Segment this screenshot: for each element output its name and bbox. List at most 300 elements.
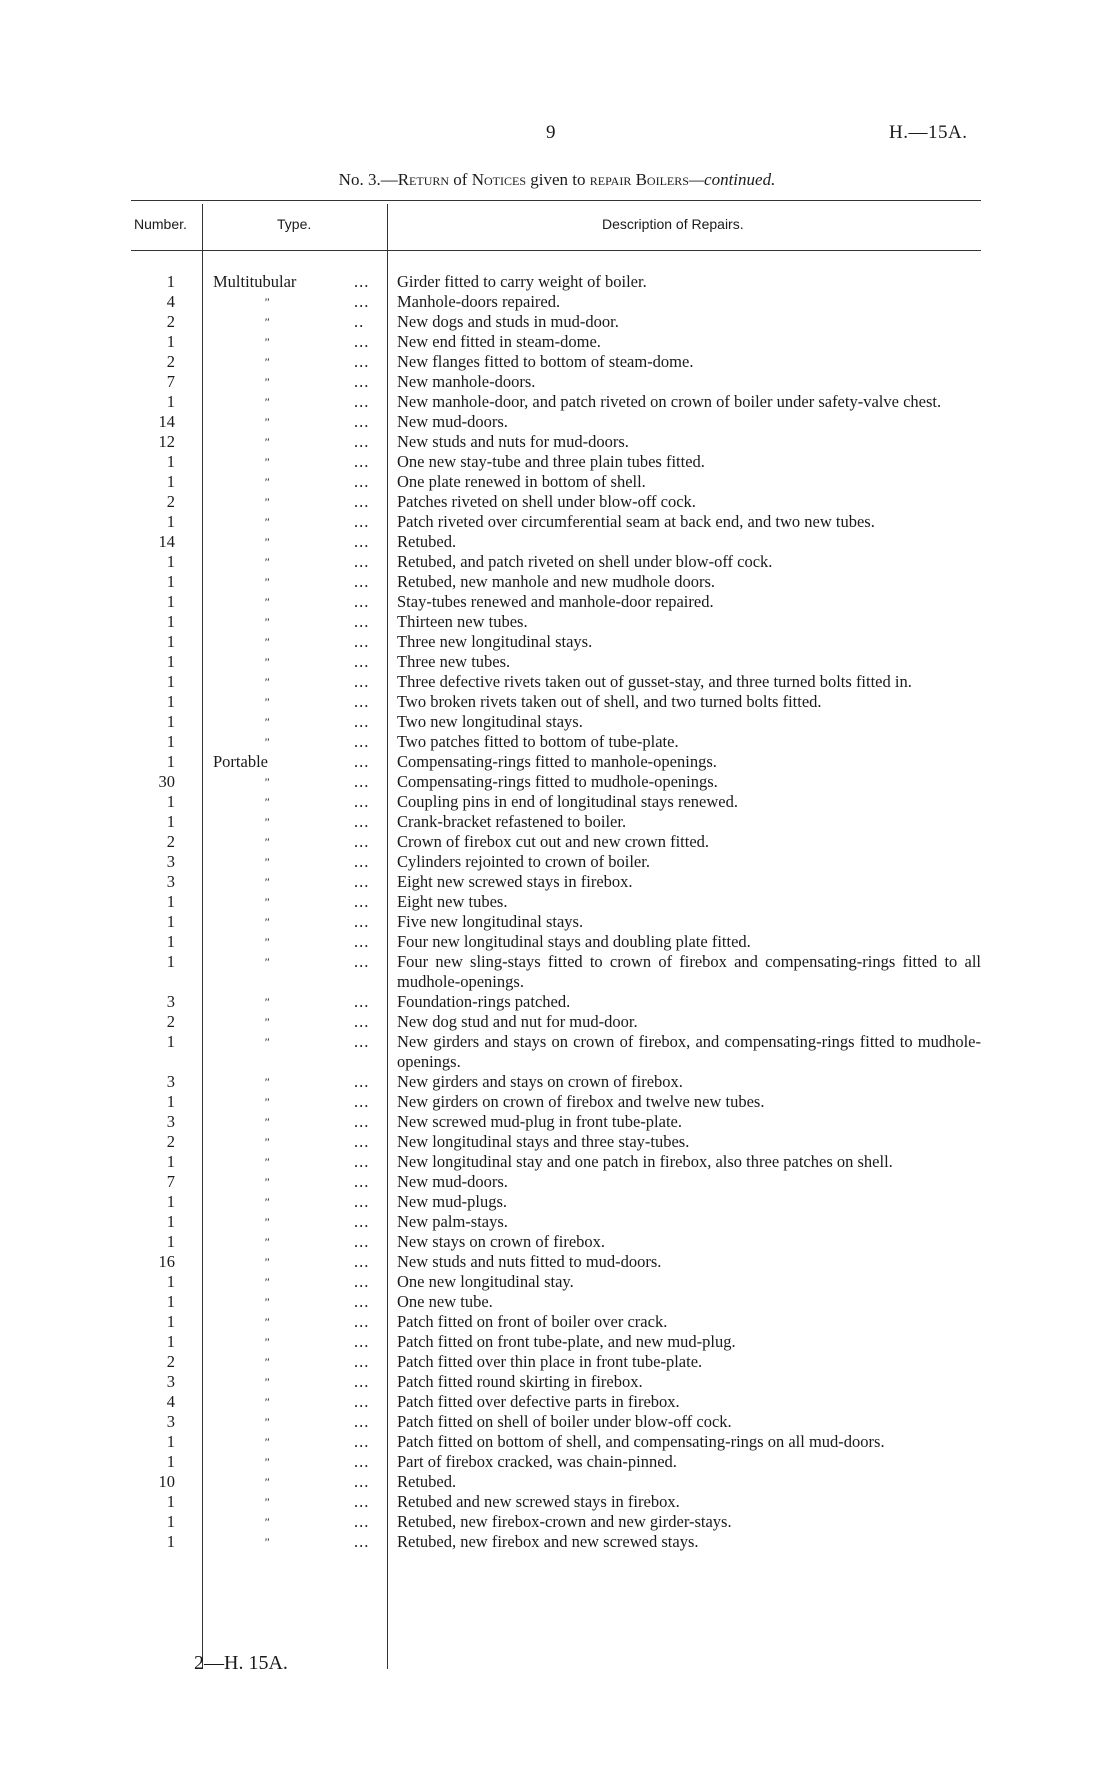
row-number: 2 xyxy=(166,1352,175,1371)
row-type-ditto: " xyxy=(264,1395,270,1409)
table-row xyxy=(131,432,1001,452)
row-type-ditto: " xyxy=(264,1495,270,1509)
row-leader-dots: ... xyxy=(354,772,370,791)
row-number: 1 xyxy=(166,1232,175,1251)
row-description: Five new longitudinal stays. xyxy=(397,912,584,931)
row-type-ditto: " xyxy=(264,375,270,389)
row-leader-dots: ... xyxy=(354,1412,370,1431)
row-number: 1 xyxy=(166,712,175,731)
table-top-rule xyxy=(131,200,981,201)
row-description: Three new longitudinal stays. xyxy=(397,632,593,651)
row-leader-dots: ... xyxy=(354,1212,370,1231)
row-description: Foundation-rings patched. xyxy=(397,992,571,1011)
table-row xyxy=(131,1432,1001,1452)
row-description: One plate renewed in bottom of shell. xyxy=(397,472,646,491)
row-type-ditto: " xyxy=(264,315,270,329)
row-type-ditto: " xyxy=(264,1275,270,1289)
table-row xyxy=(131,632,1001,652)
row-number: 14 xyxy=(158,532,175,551)
row-description: Patch fitted round skirting in firebox. xyxy=(397,1372,643,1391)
row-type-ditto: " xyxy=(264,455,270,469)
table-row xyxy=(131,1532,1001,1552)
row-leader-dots: ... xyxy=(354,792,370,811)
row-number: 1 xyxy=(166,392,175,411)
row-description: Compensating-rings fitted to mudhole-openings. xyxy=(397,772,718,791)
table-title xyxy=(0,170,1114,190)
row-description: Four new longitudinal stays and doubling plate fitted. xyxy=(397,932,751,951)
row-description: Patch fitted over thin place in front tube-plate. xyxy=(397,1352,703,1371)
row-description: New girders and stays on crown of firebox. xyxy=(397,1072,683,1091)
row-type-ditto: " xyxy=(264,775,270,789)
row-type-ditto: " xyxy=(264,675,270,689)
row-number: 16 xyxy=(158,1252,175,1271)
header-bottom-rule xyxy=(131,250,981,251)
row-number: 1 xyxy=(166,792,175,811)
table-row xyxy=(131,1372,1001,1392)
row-leader-dots: ... xyxy=(354,292,370,311)
row-type-ditto: " xyxy=(264,615,270,629)
row-number: 1 xyxy=(166,472,175,491)
row-leader-dots: ... xyxy=(354,1012,370,1031)
row-leader-dots: ... xyxy=(354,1392,370,1411)
row-type-ditto: " xyxy=(264,695,270,709)
row-number: 1 xyxy=(166,1312,175,1331)
table-row xyxy=(131,1392,1001,1412)
row-number: 1 xyxy=(166,1192,175,1211)
row-description: Patch riveted over circumferential seam at back end, and two new tubes. xyxy=(397,512,875,531)
table-row xyxy=(131,572,1001,592)
row-leader-dots: ... xyxy=(354,852,370,871)
row-leader-dots: ... xyxy=(354,352,370,371)
row-description: New dog stud and nut for mud-door. xyxy=(397,1012,638,1031)
row-leader-dots: ... xyxy=(354,1452,370,1471)
row-description: Three new tubes. xyxy=(397,652,511,671)
column-header-type: Type. xyxy=(277,216,312,232)
row-number: 1 xyxy=(166,572,175,591)
row-description: Retubed, new firebox and new screwed stays. xyxy=(397,1532,699,1551)
row-number: 1 xyxy=(166,512,175,531)
row-type-ditto: " xyxy=(264,1115,270,1129)
row-leader-dots: ... xyxy=(354,1152,370,1171)
row-leader-dots: ... xyxy=(354,372,370,391)
row-description: Retubed, and patch riveted on shell under blow-off cock. xyxy=(397,552,773,571)
table-row xyxy=(131,352,1001,372)
row-description: Patch fitted on shell of boiler under blow-off cock. xyxy=(397,1412,732,1431)
row-type-ditto: " xyxy=(264,855,270,869)
row-description: New screwed mud-plug in front tube-plate. xyxy=(397,1112,682,1131)
row-number: 3 xyxy=(166,992,175,1011)
title-given: given to xyxy=(526,170,590,189)
table-row xyxy=(131,1232,1001,1252)
row-leader-dots: ... xyxy=(354,912,370,931)
row-type-ditto: " xyxy=(264,475,270,489)
row-type-ditto: " xyxy=(264,1135,270,1149)
row-leader-dots: ... xyxy=(354,1092,370,1111)
row-leader-dots: ... xyxy=(354,812,370,831)
row-type-ditto: " xyxy=(264,1215,270,1229)
row-type-ditto: " xyxy=(264,1155,270,1169)
row-type-ditto: " xyxy=(264,595,270,609)
row-description: Patch fitted on front of boiler over crack. xyxy=(397,1312,668,1331)
row-type-ditto: " xyxy=(264,1295,270,1309)
page-reference: H.—15A. xyxy=(889,122,968,143)
row-number: 1 xyxy=(166,1512,175,1531)
row-description: Thirteen new tubes. xyxy=(397,612,528,631)
row-number: 1 xyxy=(166,1452,175,1471)
row-description: New palm-stays. xyxy=(397,1212,508,1231)
row-number: 1 xyxy=(166,1032,175,1051)
title-of: of xyxy=(449,170,472,189)
row-leader-dots: ... xyxy=(354,432,370,451)
row-number: 1 xyxy=(166,1432,175,1451)
row-leader-dots: ... xyxy=(354,1252,370,1271)
title-notices: Notices xyxy=(471,170,526,189)
row-description: New longitudinal stay and one patch in firebox, also three patches on shell. xyxy=(397,1152,893,1171)
row-leader-dots: ... xyxy=(354,712,370,731)
row-description: Eight new screwed stays in firebox. xyxy=(397,872,633,891)
row-leader-dots: ... xyxy=(354,1172,370,1191)
row-description: Part of firebox cracked, was chain-pinned. xyxy=(397,1452,677,1471)
table-row xyxy=(131,752,1001,772)
table-row xyxy=(131,1132,1001,1152)
row-number: 4 xyxy=(166,1392,175,1411)
row-leader-dots: ... xyxy=(354,1492,370,1511)
row-description: Retubed, new firebox-crown and new girder-stays. xyxy=(397,1512,732,1531)
row-description: New flanges fitted to bottom of steam-dome. xyxy=(397,352,694,371)
row-description: Retubed. xyxy=(397,532,457,551)
row-type-ditto: " xyxy=(264,495,270,509)
table-row xyxy=(131,772,1001,792)
table-row xyxy=(131,552,1001,572)
row-description: New longitudinal stays and three stay-tubes. xyxy=(397,1132,690,1151)
row-type-ditto: " xyxy=(264,395,270,409)
title-repair: repair xyxy=(589,170,632,189)
repairs-table-body xyxy=(131,272,1001,1552)
row-number: 1 xyxy=(166,812,175,831)
row-description: Stay-tubes renewed and manhole-door repaired. xyxy=(397,592,714,611)
row-number: 3 xyxy=(166,1412,175,1431)
row-type-ditto: " xyxy=(264,435,270,449)
row-type-ditto: " xyxy=(264,935,270,949)
row-leader-dots: ... xyxy=(354,1112,370,1131)
table-row xyxy=(131,292,1001,312)
row-leader-dots: ... xyxy=(354,1432,370,1451)
table-row xyxy=(131,592,1001,612)
row-number: 2 xyxy=(166,312,175,331)
row-description: New studs and nuts for mud-doors. xyxy=(397,432,629,451)
row-description: New mud-doors. xyxy=(397,412,508,431)
table-row xyxy=(131,1172,1001,1192)
row-description: New mud-doors. xyxy=(397,1172,508,1191)
table-row xyxy=(131,312,1001,332)
table-row xyxy=(131,952,1001,992)
row-leader-dots: ... xyxy=(354,672,370,691)
row-description: New end fitted in steam-dome. xyxy=(397,332,601,351)
row-type-ditto: " xyxy=(264,1255,270,1269)
table-row xyxy=(131,692,1001,712)
table-row xyxy=(131,332,1001,352)
table-row xyxy=(131,1252,1001,1272)
row-leader-dots: ... xyxy=(354,572,370,591)
table-row xyxy=(131,812,1001,832)
title-prefix: No. 3.— xyxy=(338,170,398,189)
row-number: 1 xyxy=(166,732,175,751)
table-row xyxy=(131,372,1001,392)
table-row xyxy=(131,452,1001,472)
row-type-ditto: " xyxy=(264,1435,270,1449)
row-description: Crank-bracket refastened to boiler. xyxy=(397,812,627,831)
row-number: 2 xyxy=(166,1012,175,1031)
row-type-ditto: " xyxy=(264,895,270,909)
row-type-ditto: " xyxy=(264,795,270,809)
table-row xyxy=(131,792,1001,812)
table-row xyxy=(131,1112,1001,1132)
row-number: 7 xyxy=(166,1172,175,1191)
row-number: 14 xyxy=(158,412,175,431)
row-type-ditto: " xyxy=(264,515,270,529)
row-type-ditto: " xyxy=(264,715,270,729)
table-row xyxy=(131,272,1001,292)
row-number: 1 xyxy=(166,612,175,631)
table-row xyxy=(131,1272,1001,1292)
row-leader-dots: ... xyxy=(354,332,370,351)
row-type-ditto: " xyxy=(264,1455,270,1469)
table-row xyxy=(131,892,1001,912)
row-description: Two patches fitted to bottom of tube-plate. xyxy=(397,732,679,751)
row-type-ditto: " xyxy=(264,1015,270,1029)
column-header-description: Description of Repairs. xyxy=(602,216,744,232)
table-row xyxy=(131,932,1001,952)
row-leader-dots: ... xyxy=(354,872,370,891)
row-leader-dots: ... xyxy=(354,592,370,611)
row-description: Two broken rivets taken out of shell, and two turned bolts fitted. xyxy=(397,692,822,711)
row-type-ditto: " xyxy=(264,635,270,649)
row-type-ditto: " xyxy=(264,1475,270,1489)
column-header-number: Number. xyxy=(134,216,187,232)
row-number: 1 xyxy=(166,452,175,471)
row-number: 3 xyxy=(166,852,175,871)
row-type-ditto: " xyxy=(264,1415,270,1429)
table-row xyxy=(131,512,1001,532)
row-number: 30 xyxy=(158,772,175,791)
row-leader-dots: ... xyxy=(354,612,370,631)
row-leader-dots: ... xyxy=(354,992,370,1011)
row-type-ditto: " xyxy=(264,1535,270,1549)
row-description: New manhole-door, and patch riveted on crown of boiler under safety-valve chest. xyxy=(397,392,942,411)
row-number: 1 xyxy=(166,952,175,971)
table-row xyxy=(131,472,1001,492)
row-type: Portable xyxy=(213,752,268,771)
row-leader-dots: ... xyxy=(354,692,370,711)
row-description: One new stay-tube and three plain tubes fitted. xyxy=(397,452,705,471)
row-leader-dots: ... xyxy=(354,652,370,671)
row-description: New studs and nuts fitted to mud-doors. xyxy=(397,1252,662,1271)
row-leader-dots: ... xyxy=(354,1272,370,1291)
table-row xyxy=(131,1032,1001,1072)
row-number: 3 xyxy=(166,872,175,891)
table-row xyxy=(131,1412,1001,1432)
table-row xyxy=(131,1072,1001,1092)
table-row xyxy=(131,1472,1001,1492)
row-leader-dots: ... xyxy=(354,472,370,491)
row-leader-dots: ... xyxy=(354,1352,370,1371)
row-type-ditto: " xyxy=(264,1195,270,1209)
row-leader-dots: ... xyxy=(354,1472,370,1491)
row-number: 2 xyxy=(166,492,175,511)
row-type-ditto: " xyxy=(264,955,270,969)
row-type-ditto: " xyxy=(264,335,270,349)
row-leader-dots: .. xyxy=(354,312,365,331)
row-description: Retubed, new manhole and new mudhole doors. xyxy=(397,572,716,591)
table-row xyxy=(131,832,1001,852)
row-description: Girder fitted to carry weight of boiler. xyxy=(397,272,647,291)
table-row xyxy=(131,1152,1001,1172)
row-leader-dots: ... xyxy=(354,512,370,531)
table-row xyxy=(131,392,1001,412)
table-row xyxy=(131,1492,1001,1512)
row-type-ditto: " xyxy=(264,1235,270,1249)
row-leader-dots: ... xyxy=(354,1032,370,1051)
row-leader-dots: ... xyxy=(354,532,370,551)
table-row xyxy=(131,532,1001,552)
row-leader-dots: ... xyxy=(354,1312,370,1331)
row-leader-dots: ... xyxy=(354,1372,370,1391)
table-row xyxy=(131,492,1001,512)
page-number: 9 xyxy=(546,122,556,143)
row-number: 3 xyxy=(166,1112,175,1131)
row-leader-dots: ... xyxy=(354,492,370,511)
row-description: Coupling pins in end of longitudinal stays renewed. xyxy=(397,792,738,811)
table-row xyxy=(131,732,1001,752)
title-return: Return xyxy=(397,170,450,189)
table-row xyxy=(131,1012,1001,1032)
table-row xyxy=(131,912,1001,932)
table-row xyxy=(131,412,1001,432)
row-description: Three defective rivets taken out of gusset-stay, and three turned bolts fitted in. xyxy=(397,672,912,691)
row-leader-dots: ... xyxy=(354,952,370,971)
row-leader-dots: ... xyxy=(354,1132,370,1151)
row-number: 1 xyxy=(166,1532,175,1551)
row-description: Compensating-rings fitted to manhole-openings. xyxy=(397,752,717,771)
row-number: 1 xyxy=(166,752,175,771)
row-number: 3 xyxy=(166,1072,175,1091)
row-type-ditto: " xyxy=(264,535,270,549)
table-row xyxy=(131,1092,1001,1112)
row-leader-dots: ... xyxy=(354,1292,370,1311)
row-type-ditto: " xyxy=(264,735,270,749)
row-description: New girders on crown of firebox and twelve new tubes. xyxy=(397,1092,765,1111)
row-description: New dogs and studs in mud-door. xyxy=(397,312,619,331)
table-row xyxy=(131,652,1001,672)
row-number: 1 xyxy=(166,1272,175,1291)
table-row xyxy=(131,612,1001,632)
row-leader-dots: ... xyxy=(354,392,370,411)
row-description: Eight new tubes. xyxy=(397,892,508,911)
row-leader-dots: ... xyxy=(354,1512,370,1531)
row-type-ditto: " xyxy=(264,835,270,849)
table-row xyxy=(131,1352,1001,1372)
row-description: Patch fitted on bottom of shell, and compensating-rings on all mud-doors. xyxy=(397,1432,885,1451)
row-type-ditto: " xyxy=(264,1095,270,1109)
row-type-ditto: " xyxy=(264,355,270,369)
row-type-ditto: " xyxy=(264,555,270,569)
row-leader-dots: ... xyxy=(354,732,370,751)
row-leader-dots: ... xyxy=(354,1232,370,1251)
row-number: 3 xyxy=(166,1372,175,1391)
row-number: 12 xyxy=(158,432,175,451)
row-description: New manhole-doors. xyxy=(397,372,536,391)
row-leader-dots: ... xyxy=(354,632,370,651)
title-boilers: Boilers xyxy=(631,170,689,189)
row-description: Two new longitudinal stays. xyxy=(397,712,583,731)
row-number: 1 xyxy=(166,632,175,651)
row-type-ditto: " xyxy=(264,1335,270,1349)
row-type-ditto: " xyxy=(264,875,270,889)
row-number: 1 xyxy=(166,1212,175,1231)
row-number: 1 xyxy=(166,1332,175,1351)
row-leader-dots: ... xyxy=(354,752,370,771)
row-leader-dots: ... xyxy=(354,412,370,431)
row-number: 7 xyxy=(166,372,175,391)
row-type-ditto: " xyxy=(264,1035,270,1049)
row-number: 1 xyxy=(166,1492,175,1511)
row-type-ditto: " xyxy=(264,575,270,589)
row-number: 2 xyxy=(166,352,175,371)
row-number: 4 xyxy=(166,292,175,311)
table-row xyxy=(131,872,1001,892)
row-description: New girders and stays on crown of firebox, and compensating-rings fitted to mudhole-openings. xyxy=(397,1032,981,1071)
row-leader-dots: ... xyxy=(354,892,370,911)
row-number: 1 xyxy=(166,332,175,351)
table-row xyxy=(131,672,1001,692)
row-leader-dots: ... xyxy=(354,832,370,851)
table-row xyxy=(131,852,1001,872)
row-number: 1 xyxy=(166,1152,175,1171)
row-description: Retubed and new screwed stays in firebox. xyxy=(397,1492,680,1511)
row-description: New mud-plugs. xyxy=(397,1192,507,1211)
row-type-ditto: " xyxy=(264,815,270,829)
row-number: 1 xyxy=(166,912,175,931)
row-type-ditto: " xyxy=(264,1175,270,1189)
row-leader-dots: ... xyxy=(354,552,370,571)
table-row xyxy=(131,1212,1001,1232)
row-leader-dots: ... xyxy=(354,452,370,471)
table-row xyxy=(131,1332,1001,1352)
row-type-ditto: " xyxy=(264,1355,270,1369)
row-number: 1 xyxy=(166,592,175,611)
row-description: Patch fitted over defective parts in firebox. xyxy=(397,1392,680,1411)
table-row xyxy=(131,1292,1001,1312)
row-number: 2 xyxy=(166,832,175,851)
row-number: 1 xyxy=(166,552,175,571)
table-row xyxy=(131,1452,1001,1472)
row-number: 1 xyxy=(166,272,175,291)
row-description: Patch fitted on front tube-plate, and new mud-plug. xyxy=(397,1332,736,1351)
row-number: 1 xyxy=(166,652,175,671)
row-type-ditto: " xyxy=(264,1515,270,1529)
row-type-ditto: " xyxy=(264,1075,270,1089)
row-number: 1 xyxy=(166,1092,175,1111)
row-description: New stays on crown of firebox. xyxy=(397,1232,606,1251)
row-description: One new tube. xyxy=(397,1292,493,1311)
row-number: 1 xyxy=(166,892,175,911)
table-row xyxy=(131,1512,1001,1532)
row-description: Four new sling-stays fitted to crown of firebox and compensating-rings fitted to all mudhole-openings. xyxy=(397,952,981,991)
table-row xyxy=(131,1312,1001,1332)
row-description: Patches riveted on shell under blow-off cock. xyxy=(397,492,696,511)
table-row xyxy=(131,712,1001,732)
row-type-ditto: " xyxy=(264,295,270,309)
